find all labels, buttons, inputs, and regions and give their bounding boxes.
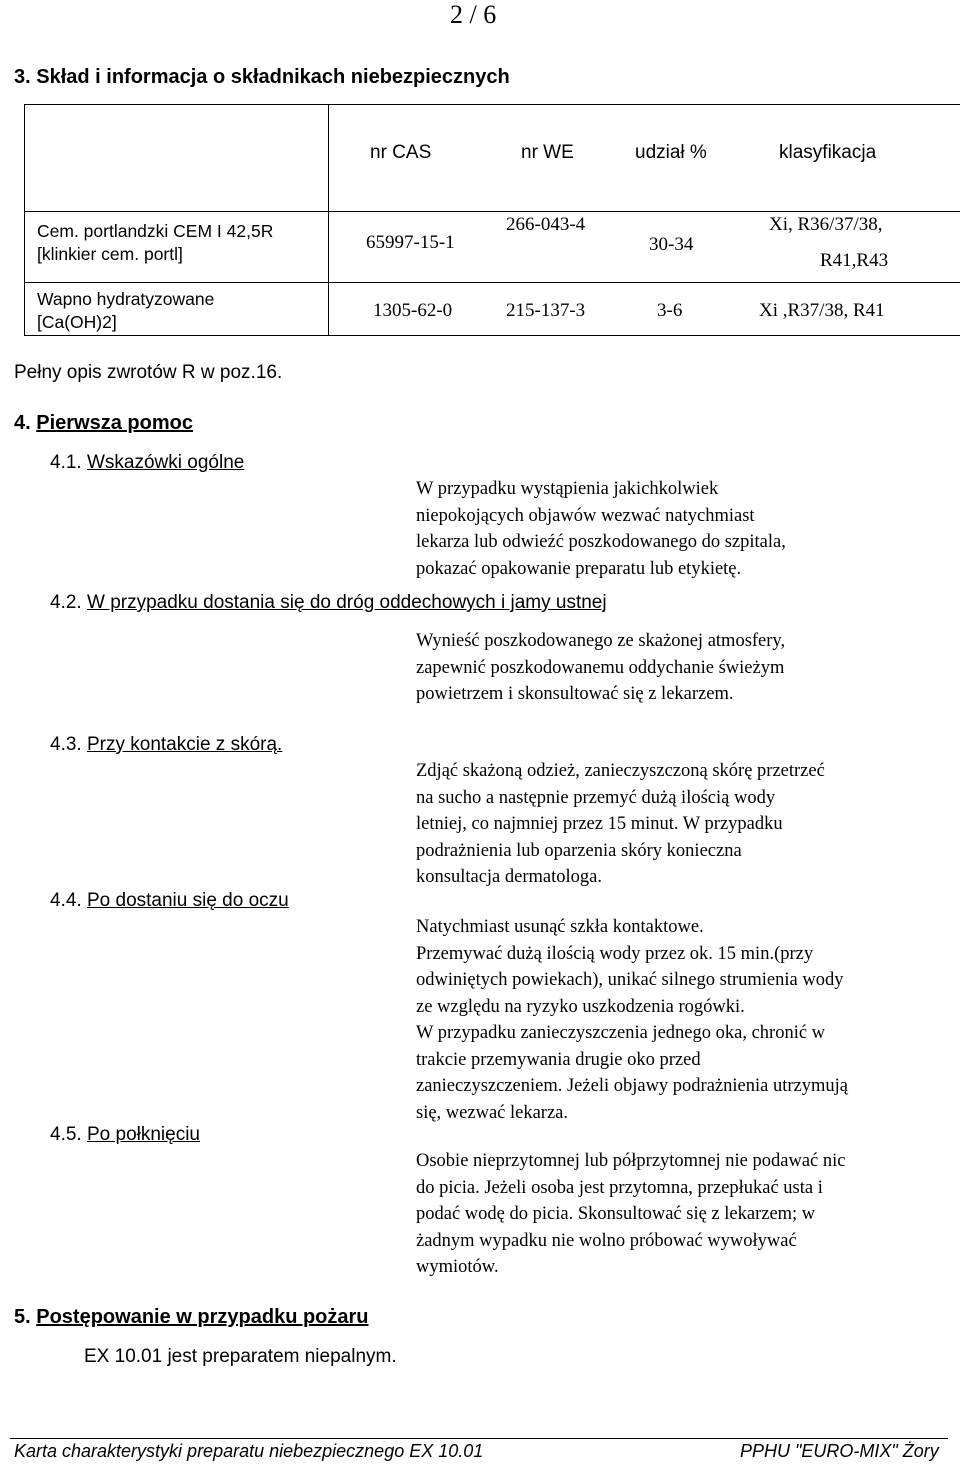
section-3-title: 3. Skład i informacja o składnikach niebezpiecznych xyxy=(14,66,510,88)
row1-we: 266-043-4 xyxy=(506,214,586,235)
row1-cas: 65997-15-1 xyxy=(366,232,455,253)
subsection-4-1-text: W przypadku wystąpienia jakichkolwiek niepokojących objawów wezwać natychmiast lekarza lub odwieźć poszkodowanego do szpitala, pokazać opakowanie preparatu lub etykietę. xyxy=(416,479,786,579)
footer-company: PPHU "EURO-MIX" Żory xyxy=(740,1441,939,1461)
page-number: 2 / 6 xyxy=(450,0,497,29)
row1-name-line1: Cem. portlandzki CEM I 42,5R xyxy=(37,221,274,241)
header-we: nr WE xyxy=(521,142,574,163)
row1-class-line1: Xi, R36/37/38, xyxy=(769,214,883,235)
subsection-4-5-title: 4.5. Po połknięciu xyxy=(50,1124,201,1145)
section-5-title: 5. Postępowanie w przypadku pożaru xyxy=(14,1306,369,1328)
subsection-4-4-text: Natychmiast usunąć szkła kontaktowe. Przemywać dużą ilością wody przez ok. 15 min.(przy odwiniętych powiekach), unikać silnego strumienia wody ze względu na ryzyko uszkodzenia rogówki. W przypadku zanieczyszczenia jednego oka, chronić w trakcie przemywania drugie oko przed zanieczyszczeniem. Jeżeli objawy podrażnienia utrzymują się, wezwać lekarza. xyxy=(416,917,848,1123)
subsection-4-4-title: 4.4. Po dostaniu się do oczu xyxy=(50,890,289,911)
header-classification: klasyfikacja xyxy=(779,142,877,163)
subsection-4-3-text: Zdjąć skażoną odzież, zanieczyszczoną skórę przetrzeć na sucho a następnie przemyć dużą ilością wody letniej, co najmniej przez 15 minut. W przypadku podrażnienia lub oparzenia skóry konieczna konsultacja dermatologa. xyxy=(416,761,825,887)
subsection-4-2-text: Wynieść poszkodowanego ze skażonej atmosfery, zapewnić poszkodowanemu oddychanie świeżym powietrzem i skonsultować się z lekarzem. xyxy=(416,631,786,704)
row2-cas: 1305-62-0 xyxy=(373,300,453,321)
row2-we: 215-137-3 xyxy=(506,300,586,321)
header-share: udział % xyxy=(635,142,707,163)
header-cas: nr CAS xyxy=(370,142,432,163)
row2-name-line2: [Ca(OH)2] xyxy=(37,312,117,332)
row1-share: 30-34 xyxy=(649,234,694,255)
section-4-title: 4. Pierwsza pomoc xyxy=(14,412,193,434)
row2-share: 3-6 xyxy=(657,300,683,321)
row2-class: Xi ,R37/38, R41 xyxy=(759,300,885,321)
composition-table xyxy=(24,104,960,336)
row1-class-line2: R41,R43 xyxy=(820,250,889,271)
row1-name-line2: [klinkier cem. portl] xyxy=(37,244,183,264)
subsection-4-2-title: 4.2. W przypadku dostania się do dróg oddechowych i jamy ustnej xyxy=(50,592,607,613)
subsection-4-1-title: 4.1. Wskazówki ogólne xyxy=(50,452,245,473)
footer-rule xyxy=(10,1438,948,1439)
section-5-text: EX 10.01 jest preparatem niepalnym. xyxy=(84,1346,397,1367)
footer-document-title: Karta charakterystyki preparatu niebezpiecznego EX 10.01 xyxy=(14,1441,484,1461)
subsection-4-5-text: Osobie nieprzytomnej lub półprzytomnej nie podawać nic do picia. Jeżeli osoba jest przytomna, przepłukać usta i podać wodę do picia. Skonsultować się z lekarzem; w żadnym wypadku nie wolno próbować wywoływać wymiotów. xyxy=(416,1151,846,1277)
subsection-4-3-title: 4.3. Przy kontakcie z skórą. xyxy=(50,734,283,755)
r-phrases-note: Pełny opis zwrotów R w poz.16. xyxy=(14,362,283,383)
row2-name-line1: Wapno hydratyzowane xyxy=(37,289,215,309)
